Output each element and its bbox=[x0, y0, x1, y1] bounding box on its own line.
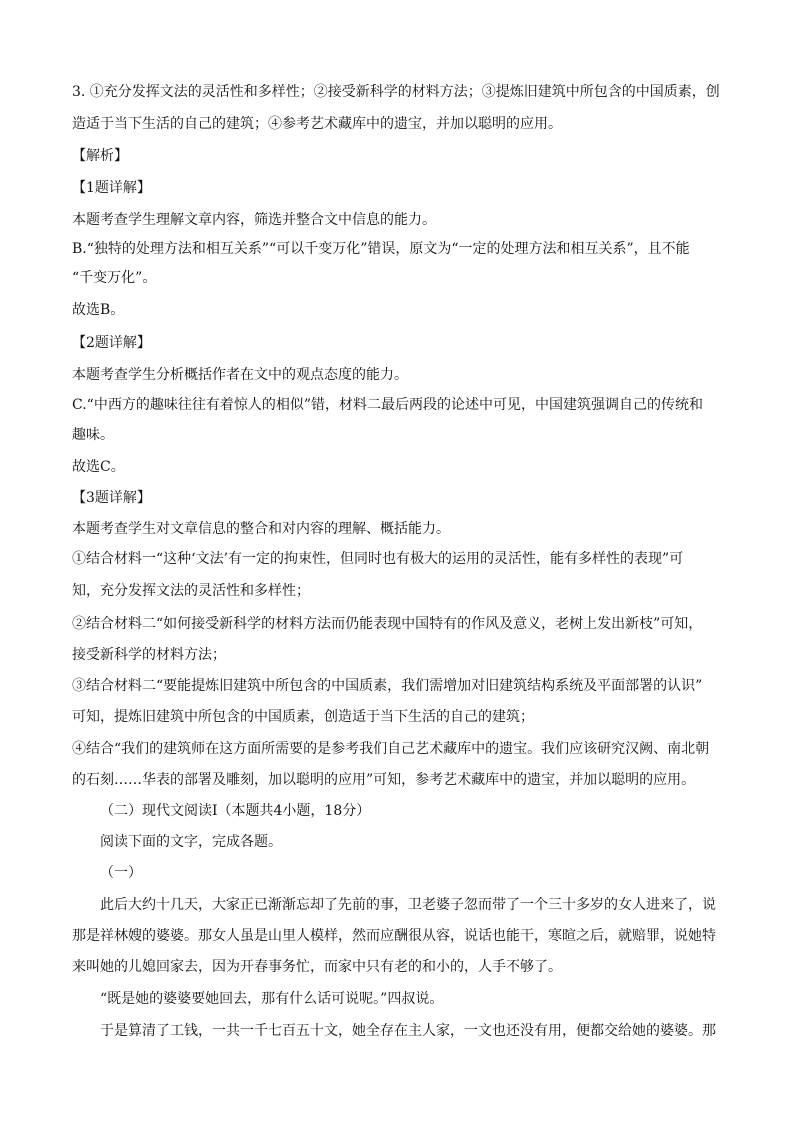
q3-text: ②结合材料二“如何接受新科学的材料方法而仍能表现中国特有的作风及意义，老树上发出新枝”可知， bbox=[72, 616, 703, 632]
q2-answer: 故选C。 bbox=[72, 459, 125, 475]
answer3-line: 造适于当下生活的自己的建筑；④参考艺术藏库中的遗宝，并加以聪明的应用。 bbox=[72, 116, 562, 132]
q3-text: ④结合“我们的建筑师在这方面所需要的是参考我们自己艺术藏库中的遗宝。我们应该研究汉阙、南北朝 bbox=[72, 741, 710, 757]
section-instruction: 阅读下面的文字，完成各题。 bbox=[100, 834, 282, 850]
passage-line: 那是祥林嫂的婆婆。那女人虽是山里人模样，然而应酬很从容，说话也能干，寒暄之后，就赔罪，说她特 bbox=[72, 928, 716, 944]
q3-text: ③结合材料二“要能提炼旧建筑中所包含的中国质素，我们需增加对旧建筑结构系统及平面部署的认识” bbox=[72, 678, 703, 694]
q1-text: 本题考查学生理解文章内容，筛选并整合文中信息的能力。 bbox=[72, 212, 436, 228]
section-part-label: （一） bbox=[100, 865, 142, 881]
q3-text: 本题考查学生对文章信息的整合和对内容的理解、概括能力。 bbox=[72, 521, 450, 537]
passage-line: 来叫她的儿媳回家去，因为开春事务忙，而家中只有老的和小的，人手不够了。 bbox=[72, 959, 562, 975]
analysis-heading: 【解析】 bbox=[72, 148, 128, 164]
passage-line: “既是她的婆婆要她回去，那有什么话可说呢。”四叔说。 bbox=[100, 991, 444, 1007]
q3-text: 可知，提炼旧建筑中所包含的中国质素，创造适于当下生活的自己的建筑； bbox=[72, 709, 534, 725]
q2-heading: 【2题详解】 bbox=[72, 335, 151, 351]
q1-text: “千变万化”。 bbox=[72, 270, 157, 286]
passage-line: 于是算清了工钱，一共一千七百五十文，她全存在主人家，一文也还没有用，便都交给她的婆婆。那 bbox=[100, 1023, 716, 1039]
q2-text: 本题考查学生分析概括作者在文中的观点态度的能力。 bbox=[72, 367, 408, 383]
q3-text: ①结合材料一“这种‘文法’有一定的拘束性，但同时也有极大的运用的灵活性，能有多样性的表现”可 bbox=[72, 551, 684, 567]
q2-text: 趣味。 bbox=[72, 427, 114, 443]
q3-heading: 【3题详解】 bbox=[72, 490, 151, 506]
q3-text: 的石刻……华表的部署及雕刻，加以聪明的应用”可知，参考艺术藏库中的遗宝，并加以聪明的应用。 bbox=[72, 772, 696, 788]
q1-text: B.“独特的处理方法和相互关系”“可以千变万化”错误，原文为“一定的处理方法和相互关系”，且不能 bbox=[72, 241, 690, 257]
q3-text: 接受新科学的材料方法； bbox=[72, 647, 226, 663]
answer3-line: 3. ①充分发挥文法的灵活性和多样性；②接受新科学的材料方法；③提炼旧建筑中所包含的中国质素，创 bbox=[72, 84, 720, 100]
q2-text: C.“中西方的趣味往往有着惊人的相似”错，材料二最后两段的论述中可见，中国建筑强调自己的传统和 bbox=[72, 397, 703, 413]
section-heading: （二）现代文阅读Ⅰ（本题共4小题，18分） bbox=[100, 803, 371, 819]
q3-text: 知，充分发挥文法的灵活性和多样性； bbox=[72, 583, 310, 599]
passage-line: 此后大约十几天，大家正已渐渐忘却了先前的事，卫老婆子忽而带了一个三十多岁的女人进来了，说 bbox=[100, 897, 716, 913]
q1-heading: 【1题详解】 bbox=[72, 180, 151, 196]
q1-answer: 故选B。 bbox=[72, 302, 125, 318]
